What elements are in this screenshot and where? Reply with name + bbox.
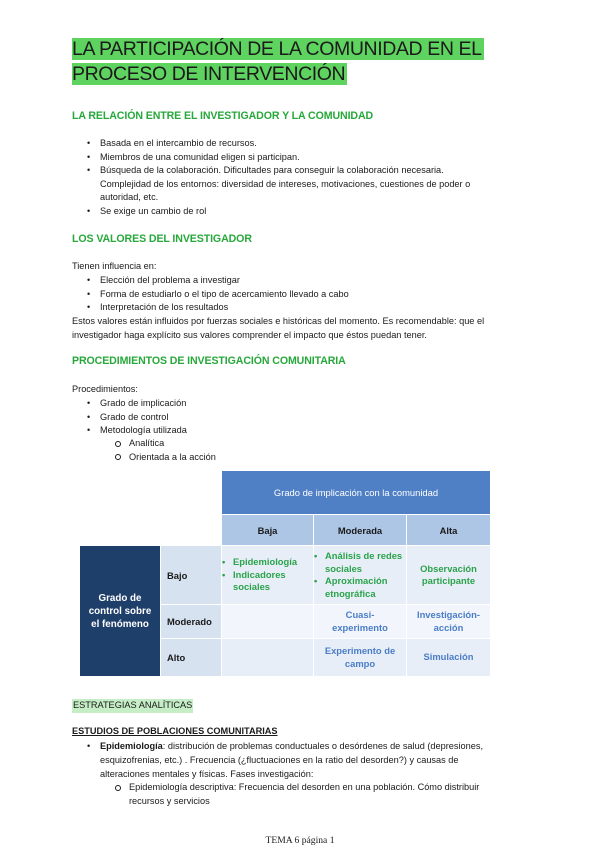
estudios-subheading: ESTUDIOS DE POBLACIONES COMUNITARIAS — [72, 726, 278, 736]
cell-alto-alta: Simulación — [407, 639, 490, 676]
cell-bajo-alta: Observación participante — [407, 546, 490, 604]
list-item: • Basada en el intercambio de recursos. — [72, 137, 532, 151]
list-item: • Indicadores sociales — [222, 569, 313, 594]
metodologia-sublist — [115, 437, 315, 464]
bullet-marker: • — [87, 741, 91, 751]
epidemiologia-line2: esquizofrenias, etc.) . Frecuencia (¿fluctuaciones en la ratio del desorden?) y causas de — [100, 755, 459, 765]
list-item: • Interpretación de los resultados — [72, 301, 532, 315]
valores-intro: Tienen influencia en: — [72, 261, 157, 271]
col-header-alta: Alta — [407, 515, 490, 545]
valores-paragraph-line1: Estos valores están influidos por fuerzas sociales e históricas del momento. Es recomendable: que el — [72, 316, 485, 326]
cell-moderado-baja — [222, 605, 313, 638]
col-header-baja: Baja — [222, 515, 313, 545]
matrix-top-header: Grado de implicación con la comunidad — [222, 471, 490, 514]
page-title: LA PARTICIPACIÓN DE LA COMUNIDAD EN EL PROCESO DE INTERVENCIÓN — [72, 38, 482, 85]
list-item: Analítica — [115, 437, 315, 451]
matrix-side-header: Grado de control sobre el fenómeno — [80, 546, 160, 676]
list-item: • Se exige un cambio de rol — [72, 205, 532, 219]
list-item: • Grado de control — [72, 411, 372, 425]
row-header-moderado: Moderado — [161, 605, 221, 638]
procedimientos-list — [72, 397, 372, 438]
section-heading-relacion: LA RELACIÓN ENTRE EL INVESTIGADOR Y LA COMUNIDAD — [72, 110, 374, 122]
list-item: • Miembros de una comunidad eligen si participan. — [72, 151, 532, 165]
epidemiologia-sublist — [115, 781, 535, 808]
cell-alto-baja — [222, 639, 313, 676]
procedimientos-intro: Procedimientos: — [72, 384, 138, 394]
valores-paragraph-line2: investigador haga explícito sus valores comprender el impacto que éstos puedan tener. — [72, 330, 427, 340]
list-item: • Aproximación etnográfica — [314, 575, 406, 600]
section-heading-valores: LOS VALORES DEL INVESTIGADOR — [72, 233, 252, 245]
cell-bajo-moderada — [314, 546, 406, 604]
relacion-list — [72, 137, 532, 219]
valores-list — [72, 274, 532, 315]
list-item: • Metodología utilizada — [72, 424, 372, 438]
section-heading-procedimientos: PROCEDIMIENTOS DE INVESTIGACIÓN COMUNITARIA — [72, 355, 346, 367]
list-item: Epidemiología descriptiva: Frecuencia del desorden en una población. Cómo distribuir recursos y servicios — [115, 781, 535, 808]
epidemiologia-line1: Epidemiología: distribución de problemas conductuales o desórdenes de salud (depresiones, — [100, 741, 484, 751]
list-item: • Elección del problema a investigar — [72, 274, 532, 288]
page-footer: TEMA 6 página 1 — [265, 835, 335, 846]
cell-moderado-moderada: Cuasi-experimento — [314, 605, 406, 638]
row-header-alto: Alto — [161, 639, 221, 676]
cell-moderado-alta: Investigación-acción — [407, 605, 490, 638]
list-item: • Forma de estudiarlo o el tipo de acercamiento llevado a cabo — [72, 288, 532, 302]
epidemiologia-line3: alteraciones mentales y físicas. Fases investigación: — [100, 769, 314, 779]
cell-alto-moderada: Experimento de campo — [314, 639, 406, 676]
list-item: • Búsqueda de la colaboración. Dificultades para conseguir la colaboración necesaria. Complejidad de los entornos: diversidad de intereses, motivaciones, cuestiones de poder o autoridad, etc. — [72, 164, 532, 205]
cell-bajo-baja — [222, 546, 313, 604]
list-item: • Epidemiología — [222, 556, 313, 569]
list-item: • Grado de implicación — [72, 397, 372, 411]
col-header-moderada: Moderada — [314, 515, 406, 545]
list-item: • Análisis de redes sociales — [314, 550, 406, 575]
estrategias-label: ESTRATEGIAS ANALÍTICAS — [72, 699, 193, 713]
row-header-bajo: Bajo — [161, 546, 221, 604]
list-item: Orientada a la acción — [115, 451, 315, 465]
